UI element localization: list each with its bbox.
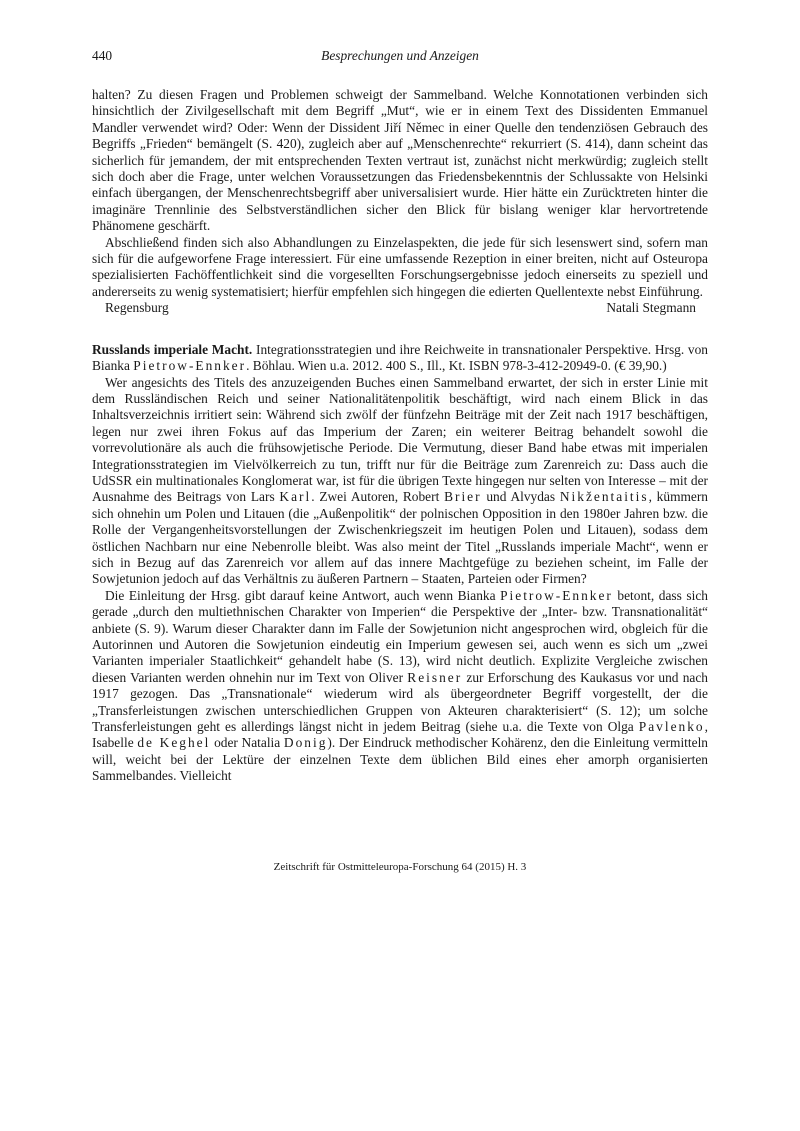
- text-segment: zur Erforschung des Kaukasus vor und nach 1917 gezogen. Das „Transnationale“ wiederum wird als übergeordneter Begriff vorgestellt, der die „Transferleistungen zwischen unterschiedlichen Gruppen von Akteuren charakterisiert“ (S. 12); um solche Transferleistungen geht es allerdings längst nicht in jedem Beitrag (siehe u.a. die Texte von Olga: [92, 669, 708, 735]
- text-segment: Wer angesichts des Titels des anzuzeigenden Buches einen Sammelband erwartet, der sich in erster Linie mit dem Russländischen Reich und seiner Nationalitätenpolitik beschäftigt, wird nach einem Blick in das Inhaltsverzeichnis irritiert sein: Während sich zwölf der fünfzehn Beiträge mit der Zeit nach 1917 beschäftigen, legen nur zwei ihren Fokus auf das Imperium der Zaren; ein weiterer Beitrag behandelt sowohl die vorrevolutionäre als auch die frühsowjetische Periode. Die Vermutung, dieser Band habe etwas mit imperialen Integrationsstrategien im Vielvölkerreich zu tun, trifft nur für die Beiträge zum Zarenreich zu: Dass auch die UdSSR ein multinationales Konglomerat war, ist für die übrigen Texte hingegen nur selten von Interesse – mit der Ausnahme des Beitrags von Lars: [92, 374, 708, 505]
- author-name-brier: Brier: [444, 489, 482, 505]
- review1-paragraph-2: Abschließend finden sich also Abhandlungen zu Einzelaspekten, die jede für sich lesenswert sind, sofern man sich für die aufgeworfene Frage interessiert. Für eine umfassende Rezeption in einer breiten, nicht auf Osteuropa spezialisierten Fachöffentlichkeit sind die vorgesellten Forschungsergebnisse jedoch einerseits zu speziell und andererseits zu wenig systematisiert; hierfür empfehlen sich hingegen die edierten Quellentexte nebst Einführung.: [92, 234, 708, 299]
- review1-paragraph-1: halten? Zu diesen Fragen und Problemen schweigt der Sammelband. Welche Konnotationen verbinden sich hinsichtlich der Zivilgesellschaft mit dem Begriff „Mut“, wie er in einem Text des Dissidenten Emmanuel Mandler verwendet wird? Oder: Wenn der Dissident Jiří Němec in einer Quelle den tendenziösen Gebrauch des Begriffs „Frieden“ bemängelt (S. 420), zugleich aber auf „Menschenrechte“ rekurriert (S. 414), dann scheint das sicherlich für jemandem, der mit entsprechenden Texten vertraut ist, zunächst nicht merkwürdig; zugleich stellt sich doch aber die Frage, unter welchen Voraussetzungen das Friedensbekenntnis der Schlussakte von Helsinki einfach übergangen, der Menschenrechtsbegriff aber universalisiert wurde. Hier hätte ein Zurücktreten hinter die imaginäre Trennlinie des Selbstverständlichen sicher den Blick für bislang weniger klar hervortretende Phänomene geschärft.: [92, 87, 708, 234]
- author-name-de-keghel: de Keghel: [137, 735, 211, 751]
- journal-footer: Zeitschrift für Ostmitteleuropa-Forschung 64 (2015) H. 3: [273, 861, 527, 873]
- page-number: 440: [92, 48, 113, 63]
- page-header: [92, 48, 708, 66]
- review2-bib-part-b: . Böhlau. Wien u.a. 2012. 400 S., Ill., Kt. ISBN 978-3-412-20949-0. (€ 39,90.): [246, 358, 667, 374]
- text-segment: Die Einleitung der Hrsg. gibt darauf keine Antwort, auch wenn Bianka: [105, 587, 496, 603]
- review2-paragraph-2: [92, 588, 708, 785]
- review2-paragraph-1: [92, 375, 708, 588]
- author-name-nikzentaitis: Nikžentaitis: [559, 489, 649, 505]
- review2-title: Russlands imperiale Macht.: [92, 341, 253, 357]
- review1-signature: [92, 300, 708, 316]
- author-name-reisner: Reisner: [407, 669, 463, 685]
- review2-bib-part-a: Integrationsstrategien und ihre Reichweite in transnationaler Perspektive. Hrsg. von Bianka: [92, 341, 708, 374]
- author-name-pietrow-ennker: Pietrow-Ennker: [500, 587, 613, 603]
- text-segment: , Isabelle: [92, 719, 708, 751]
- author-name-donig: Donig: [283, 735, 328, 751]
- review1-reviewer: Natali Stegmann: [606, 300, 696, 316]
- running-title: Besprechungen und Anzeigen: [321, 48, 479, 63]
- text-segment: , kümmern sich ohnehin um Polen und Litauen (die „Außenpolitik“ der polnischen Opposition in den 1980er Jahren bzw. die Rolle der Vergangenheitsvorstellungen der Zwischenkriegszeit im heutigen Polen und Litauen), sodass dem östlichen Nachbarn nur eine Nebenrolle bleibt. Was also meint der Titel „Russlands imperiale Macht“, wenn er sich in Bezug auf das Zarenreich vor allem auf das innere Machtgefüge zu beziehen scheint, im Falle der Sowjetunion jedoch auf das Verhältnis zu äußeren Partnern – Staaten, Parteien oder Firmen?: [92, 489, 709, 587]
- text-segment: . Zwei Autoren, Robert: [311, 489, 440, 505]
- text-segment: oder Natalia: [214, 735, 281, 751]
- review2-editor-name: Pietrow-Ennker: [133, 358, 247, 374]
- review2-bibliography: [92, 342, 708, 375]
- text-segment: betont, dass sich gerade „durch den multiethnischen Charakter von Imperien“ die Perspektive der „Inter- bzw. Transnationalität“ anbiete (S. 9). Warum dieser Charakter dann im Falle der Sowjetunion nicht angesprochen wird, obgleich für die Autorinnen und Autoren die Sowjetunion eindeutig ein Imperium gewesen sei, auch wenn es sich um „zwei Varianten imperialer Staatlichkeit“ gehandelt habe (S. 13), wird nicht deutlich. Explizite Vergleiche zwischen diesen Varianten werden ohnehin nur im Text von Oliver: [92, 587, 708, 685]
- text-segment: und Alvydas: [486, 489, 556, 505]
- page: [92, 48, 708, 785]
- review1-place: Regensburg: [105, 300, 169, 316]
- author-name-pavlenko: Pavlenko: [638, 719, 705, 735]
- text-segment: ). Der Eindruck methodischer Kohärenz, den die Einleitung vermitteln will, weicht bei der Lektüre der einzelnen Texte dem üblichen Bild eines eher amorph organisierten Sammelbandes. Vielleicht: [92, 735, 708, 784]
- author-name-karl: Karl: [279, 489, 312, 505]
